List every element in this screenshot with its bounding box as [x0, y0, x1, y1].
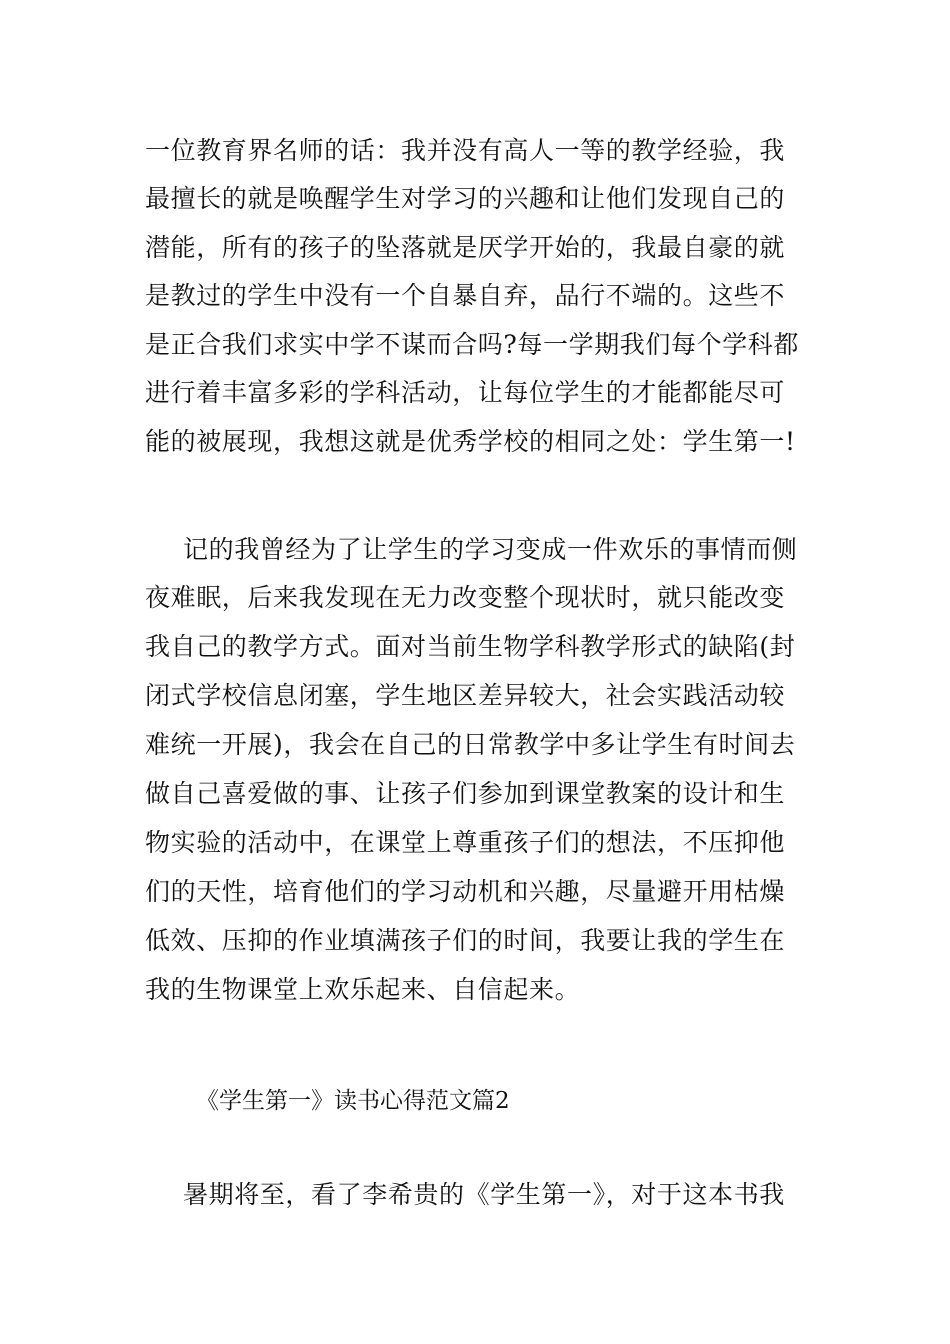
paragraph-2-line: 我自己的教学方式。面对当前生物学科教学形式的缺陷(封	[145, 632, 796, 661]
paragraph-1-line: 一位教育界名师的话：我并没有高人一等的教学经验，我	[145, 136, 786, 165]
paragraph-2-line: 难统一开展)，我会在自己的日常教学中多让学生有时间去	[145, 730, 796, 759]
paragraph-2-line: 们的天性，培育他们的学习动机和兴趣，尽量避开用枯燥	[145, 877, 786, 906]
paragraph-1-line: 最擅长的就是唤醒学生对学习的兴趣和让他们发现自己的	[145, 184, 786, 213]
paragraph-2-line: 夜难眠，后来我发现在无力改变整个现状时，就只能改变	[145, 583, 786, 612]
paragraph-1-line: 能的被展现，我想这就是优秀学校的相同之处：学生第一!	[145, 427, 796, 456]
paragraph-1-line: 是教过的学生中没有一个自暴自弃，品行不端的。这些不	[145, 281, 786, 310]
paragraph-2-line: 低效、压抑的作业填满孩子们的时间，我要让我的学生在	[145, 926, 786, 955]
paragraph-2-line: 做自己喜爱做的事、让孩子们参加到课堂教案的设计和生	[145, 779, 786, 808]
paragraph-2-line: 物实验的活动中，在课堂上尊重孩子们的想法，不压抑他	[145, 828, 786, 857]
paragraph-1-line: 是正合我们求实中学不谋而合吗?每一学期我们每个学科都	[145, 330, 800, 359]
paragraph-1-line: 进行着丰富多彩的学科活动，让每位学生的才能都能尽可	[145, 378, 786, 407]
section-heading: 《学生第一》读书心得范文篇2	[196, 1088, 510, 1114]
paragraph-1-line: 潜能，所有的孩子的坠落就是厌学开始的，我最自豪的就	[145, 233, 786, 262]
paragraph-3-line: 暑期将至，看了李希贵的《学生第一》，对于这本书我	[183, 1180, 785, 1209]
paragraph-2-line: 记的我曾经为了让学生的学习变成一件欢乐的事情而侧	[183, 535, 798, 564]
paragraph-2-line: 我的生物课堂上欢乐起来、自信起来。	[145, 975, 581, 1004]
paragraph-2-line: 闭式学校信息闭塞，学生地区差异较大，社会实践活动较	[145, 681, 786, 710]
